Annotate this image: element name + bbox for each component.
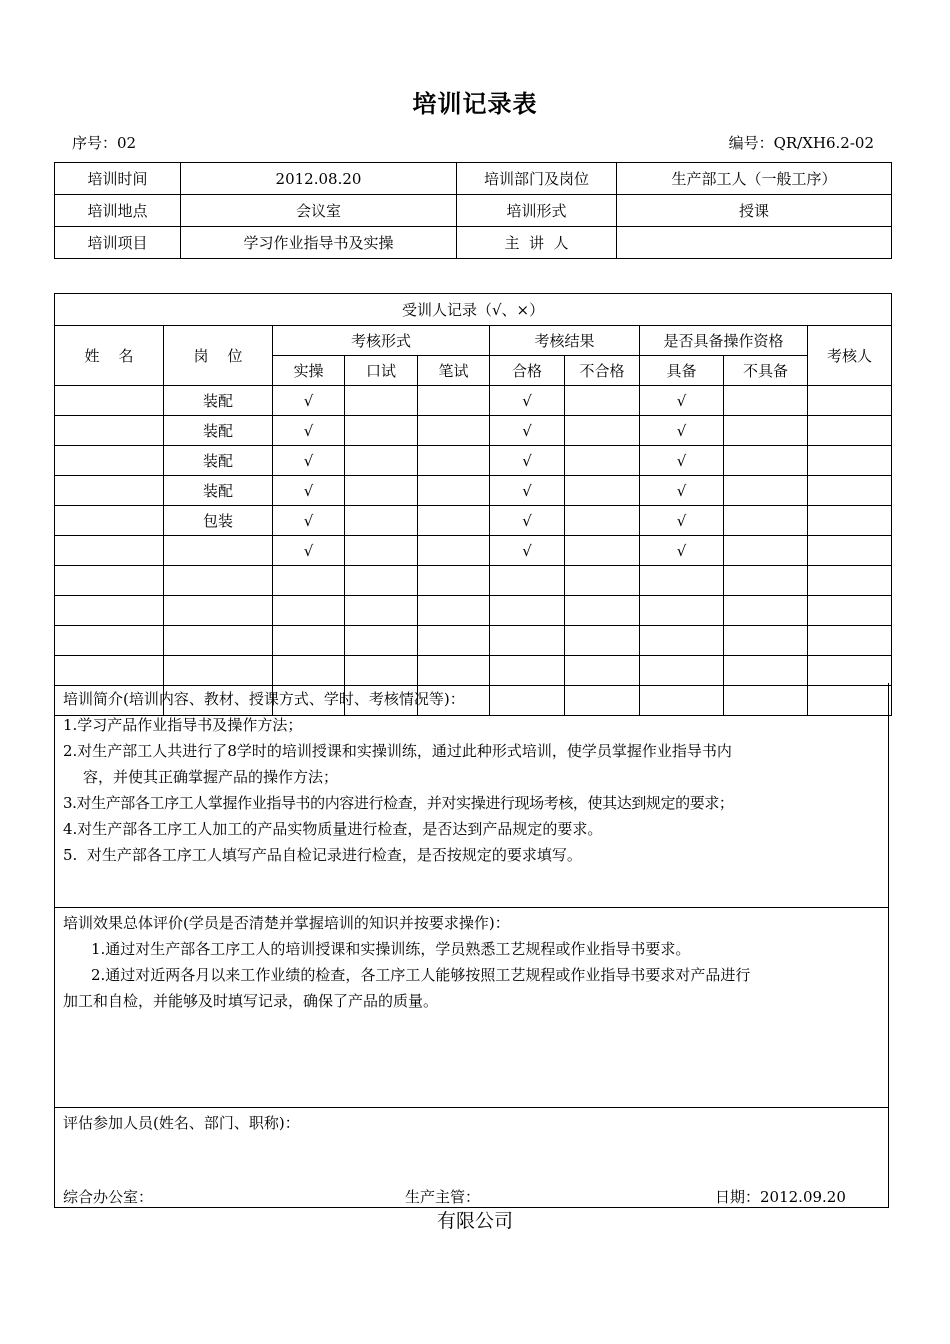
record-cell-position <box>164 596 273 626</box>
header-exam-form: 考核形式 <box>273 326 490 356</box>
record-cell-practical: √ <box>273 386 345 416</box>
summary-item-5: 5. 对生产部各工序工人填写产品自检记录进行检查，是否按规定的要求填写。 <box>63 846 582 864</box>
record-cell-practical: √ <box>273 476 345 506</box>
record-cell-written <box>418 506 490 536</box>
record-cell-position <box>164 536 273 566</box>
training-info-table <box>54 162 892 259</box>
page-title: 培训记录表 <box>412 89 538 118</box>
record-cell-qualified: √ <box>640 416 724 446</box>
record-cell-pass: √ <box>490 536 565 566</box>
record-cell-assessor <box>808 386 892 416</box>
training-summary <box>54 683 889 908</box>
summary-item-3: 3.对生产部各工序工人掌握作业指导书的内容进行检查，并对实操进行现场考核，使其达到规定的要求； <box>63 794 734 812</box>
company-name: 有限公司 <box>436 1210 513 1232</box>
record-cell-not-qualified <box>724 416 808 446</box>
info-row-time <box>55 163 892 195</box>
record-cell-written <box>418 566 490 596</box>
record-cell-name <box>55 656 164 686</box>
training-dept-value: 生产部工人（一般工序） <box>617 163 892 195</box>
record-cell-qualified <box>640 566 724 596</box>
record-cell-fail <box>565 416 640 446</box>
record-cell-assessor <box>808 506 892 536</box>
record-row <box>55 446 892 476</box>
record-cell-not-qualified <box>724 626 808 656</box>
record-cell-fail <box>565 446 640 476</box>
record-cell-pass: √ <box>490 416 565 446</box>
header-exam-result: 考核结果 <box>490 326 640 356</box>
record-cell-not-qualified <box>724 506 808 536</box>
training-location-label: 培训地点 <box>55 195 181 227</box>
record-cell-practical <box>273 566 345 596</box>
record-cell-fail <box>565 656 640 686</box>
record-cell-assessor <box>808 536 892 566</box>
training-format-value: 授课 <box>617 195 892 227</box>
record-cell-written <box>418 446 490 476</box>
record-cell-fail <box>565 566 640 596</box>
participants-heading: 评估参加人员(姓名、部门、职称)： <box>63 1114 300 1132</box>
record-cell-oral <box>345 596 418 626</box>
record-cell-position <box>164 566 273 596</box>
evaluation-item-2: 2.通过对近两各月以来工作业绩的检查，各工序工人能够按照工艺规程或作业指导书要求对产品进行 <box>91 966 751 984</box>
record-cell-position <box>164 656 273 686</box>
lecturer-value <box>617 227 892 259</box>
training-dept-label: 培训部门及岗位 <box>457 163 617 195</box>
record-cell-pass <box>490 656 565 686</box>
header-written: 笔试 <box>418 356 490 386</box>
record-cell-pass: √ <box>490 506 565 536</box>
record-cell-pass: √ <box>490 386 565 416</box>
record-cell-not-qualified <box>724 596 808 626</box>
record-cell-position: 包装 <box>164 506 273 536</box>
record-cell-name <box>55 476 164 506</box>
record-cell-pass: √ <box>490 446 565 476</box>
header-position: 岗 位 <box>164 326 273 386</box>
record-cell-qualified: √ <box>640 386 724 416</box>
record-cell-pass: √ <box>490 476 565 506</box>
record-cell-oral <box>345 386 418 416</box>
record-cell-position: 装配 <box>164 386 273 416</box>
record-cell-qualified: √ <box>640 476 724 506</box>
record-cell-name <box>55 536 164 566</box>
record-cell-not-qualified <box>724 536 808 566</box>
supervisor-signature-label: 生产主管： <box>405 1188 481 1206</box>
record-header-row-1 <box>55 326 892 356</box>
header-name: 姓 名 <box>55 326 164 386</box>
record-cell-qualified: √ <box>640 536 724 566</box>
record-cell-oral <box>345 506 418 536</box>
training-project-value: 学习作业指导书及实操 <box>181 227 457 259</box>
summary-heading: 培训简介(培训内容、教材、授课方式、学时、考核情况等)： <box>63 690 465 708</box>
training-time-value: 2012.08.20 <box>181 163 457 195</box>
record-cell-fail <box>565 596 640 626</box>
header-assessor: 考核人 <box>808 326 892 386</box>
record-cell-name <box>55 566 164 596</box>
summary-item-4: 4.对生产部各工序工人加工的产品实物质量进行检查，是否达到产品规定的要求。 <box>63 820 603 838</box>
record-cell-written <box>418 536 490 566</box>
record-cell-pass <box>490 566 565 596</box>
record-cell-position: 装配 <box>164 446 273 476</box>
record-body <box>55 386 892 716</box>
record-row <box>55 386 892 416</box>
record-cell-assessor <box>808 596 892 626</box>
record-cell-qualified: √ <box>640 446 724 476</box>
summary-item-2-continued: 容，并使其正确掌握产品的操作方法； <box>83 768 339 786</box>
training-project-label: 培训项目 <box>55 227 181 259</box>
document-number: 编号：QR/XH6.2-02 <box>728 134 874 152</box>
record-cell-oral <box>345 566 418 596</box>
record-cell-fail <box>565 626 640 656</box>
record-cell-written <box>418 626 490 656</box>
record-cell-not-qualified <box>724 446 808 476</box>
record-cell-name <box>55 416 164 446</box>
record-row <box>55 596 892 626</box>
record-cell-qualified <box>640 596 724 626</box>
record-cell-assessor <box>808 416 892 446</box>
trainee-record-table <box>54 293 892 716</box>
info-row-project <box>55 227 892 259</box>
record-cell-oral <box>345 656 418 686</box>
training-evaluation <box>54 908 889 1108</box>
record-cell-not-qualified <box>724 656 808 686</box>
header-practical: 实操 <box>273 356 345 386</box>
training-format-label: 培训形式 <box>457 195 617 227</box>
record-cell-position <box>164 626 273 656</box>
record-cell-oral <box>345 476 418 506</box>
header-fail: 不合格 <box>565 356 640 386</box>
record-cell-oral <box>345 446 418 476</box>
record-cell-name <box>55 386 164 416</box>
record-cell-name <box>55 626 164 656</box>
record-row <box>55 566 892 596</box>
record-cell-fail <box>565 476 640 506</box>
record-cell-name <box>55 596 164 626</box>
record-cell-name <box>55 446 164 476</box>
evaluation-item-1: 1.通过对生产部各工序工人的培训授课和实操训练，学员熟悉工艺规程或作业指导书要求。 <box>91 940 691 958</box>
header-not-qualified: 不具备 <box>724 356 808 386</box>
record-cell-practical: √ <box>273 506 345 536</box>
record-cell-position: 装配 <box>164 476 273 506</box>
header-oral: 口试 <box>345 356 418 386</box>
serial-number: 序号：02 <box>72 134 137 152</box>
record-cell-assessor <box>808 626 892 656</box>
header-pass: 合格 <box>490 356 565 386</box>
record-cell-assessor <box>808 446 892 476</box>
record-cell-position: 装配 <box>164 416 273 446</box>
training-time-label: 培训时间 <box>55 163 181 195</box>
sign-date: 日期：2012.09.20 <box>715 1188 846 1206</box>
header-qualified: 具备 <box>640 356 724 386</box>
record-cell-not-qualified <box>724 476 808 506</box>
record-cell-pass <box>490 626 565 656</box>
record-cell-qualified: √ <box>640 506 724 536</box>
record-cell-practical <box>273 626 345 656</box>
record-row <box>55 476 892 506</box>
record-cell-name <box>55 506 164 536</box>
record-cell-oral <box>345 626 418 656</box>
evaluation-heading: 培训效果总体评价(学员是否清楚并掌握培训的知识并按要求操作)： <box>63 914 510 932</box>
assessment-participants <box>54 1108 889 1208</box>
record-cell-qualified <box>640 626 724 656</box>
record-cell-written <box>418 656 490 686</box>
record-cell-assessor <box>808 656 892 686</box>
record-row <box>55 656 892 686</box>
record-cell-fail <box>565 536 640 566</box>
evaluation-item-2-continued: 加工和自检，并能够及时填写记录，确保了产品的质量。 <box>63 992 439 1010</box>
record-cell-assessor <box>808 476 892 506</box>
office-signature-label: 综合办公室： <box>63 1188 154 1206</box>
record-cell-fail <box>565 506 640 536</box>
record-cell-qualified <box>640 656 724 686</box>
record-cell-practical: √ <box>273 536 345 566</box>
summary-item-2: 2.对生产部工人共进行了8学时的培训授课和实操训练，通过此种形式培训，使学员掌握作业指导书内 <box>63 742 732 760</box>
record-cell-assessor <box>808 566 892 596</box>
record-cell-practical <box>273 596 345 626</box>
info-row-location <box>55 195 892 227</box>
header-qualification: 是否具备操作资格 <box>640 326 808 356</box>
training-location-value: 会议室 <box>181 195 457 227</box>
lecturer-label: 主 讲 人 <box>457 227 617 259</box>
record-row <box>55 416 892 446</box>
record-cell-not-qualified <box>724 386 808 416</box>
record-row <box>55 506 892 536</box>
record-cell-practical <box>273 656 345 686</box>
record-cell-written <box>418 386 490 416</box>
record-cell-not-qualified <box>724 566 808 596</box>
record-title-row <box>55 294 892 326</box>
record-cell-written <box>418 596 490 626</box>
record-cell-pass <box>490 596 565 626</box>
record-cell-practical: √ <box>273 446 345 476</box>
summary-item-1: 1.学习产品作业指导书及操作方法； <box>63 716 303 734</box>
record-row <box>55 626 892 656</box>
record-title: 受训人记录（√、×） <box>55 294 892 326</box>
record-cell-oral <box>345 416 418 446</box>
record-cell-written <box>418 416 490 446</box>
record-cell-oral <box>345 536 418 566</box>
record-cell-practical: √ <box>273 416 345 446</box>
record-cell-written <box>418 476 490 506</box>
record-row <box>55 536 892 566</box>
record-cell-fail <box>565 386 640 416</box>
